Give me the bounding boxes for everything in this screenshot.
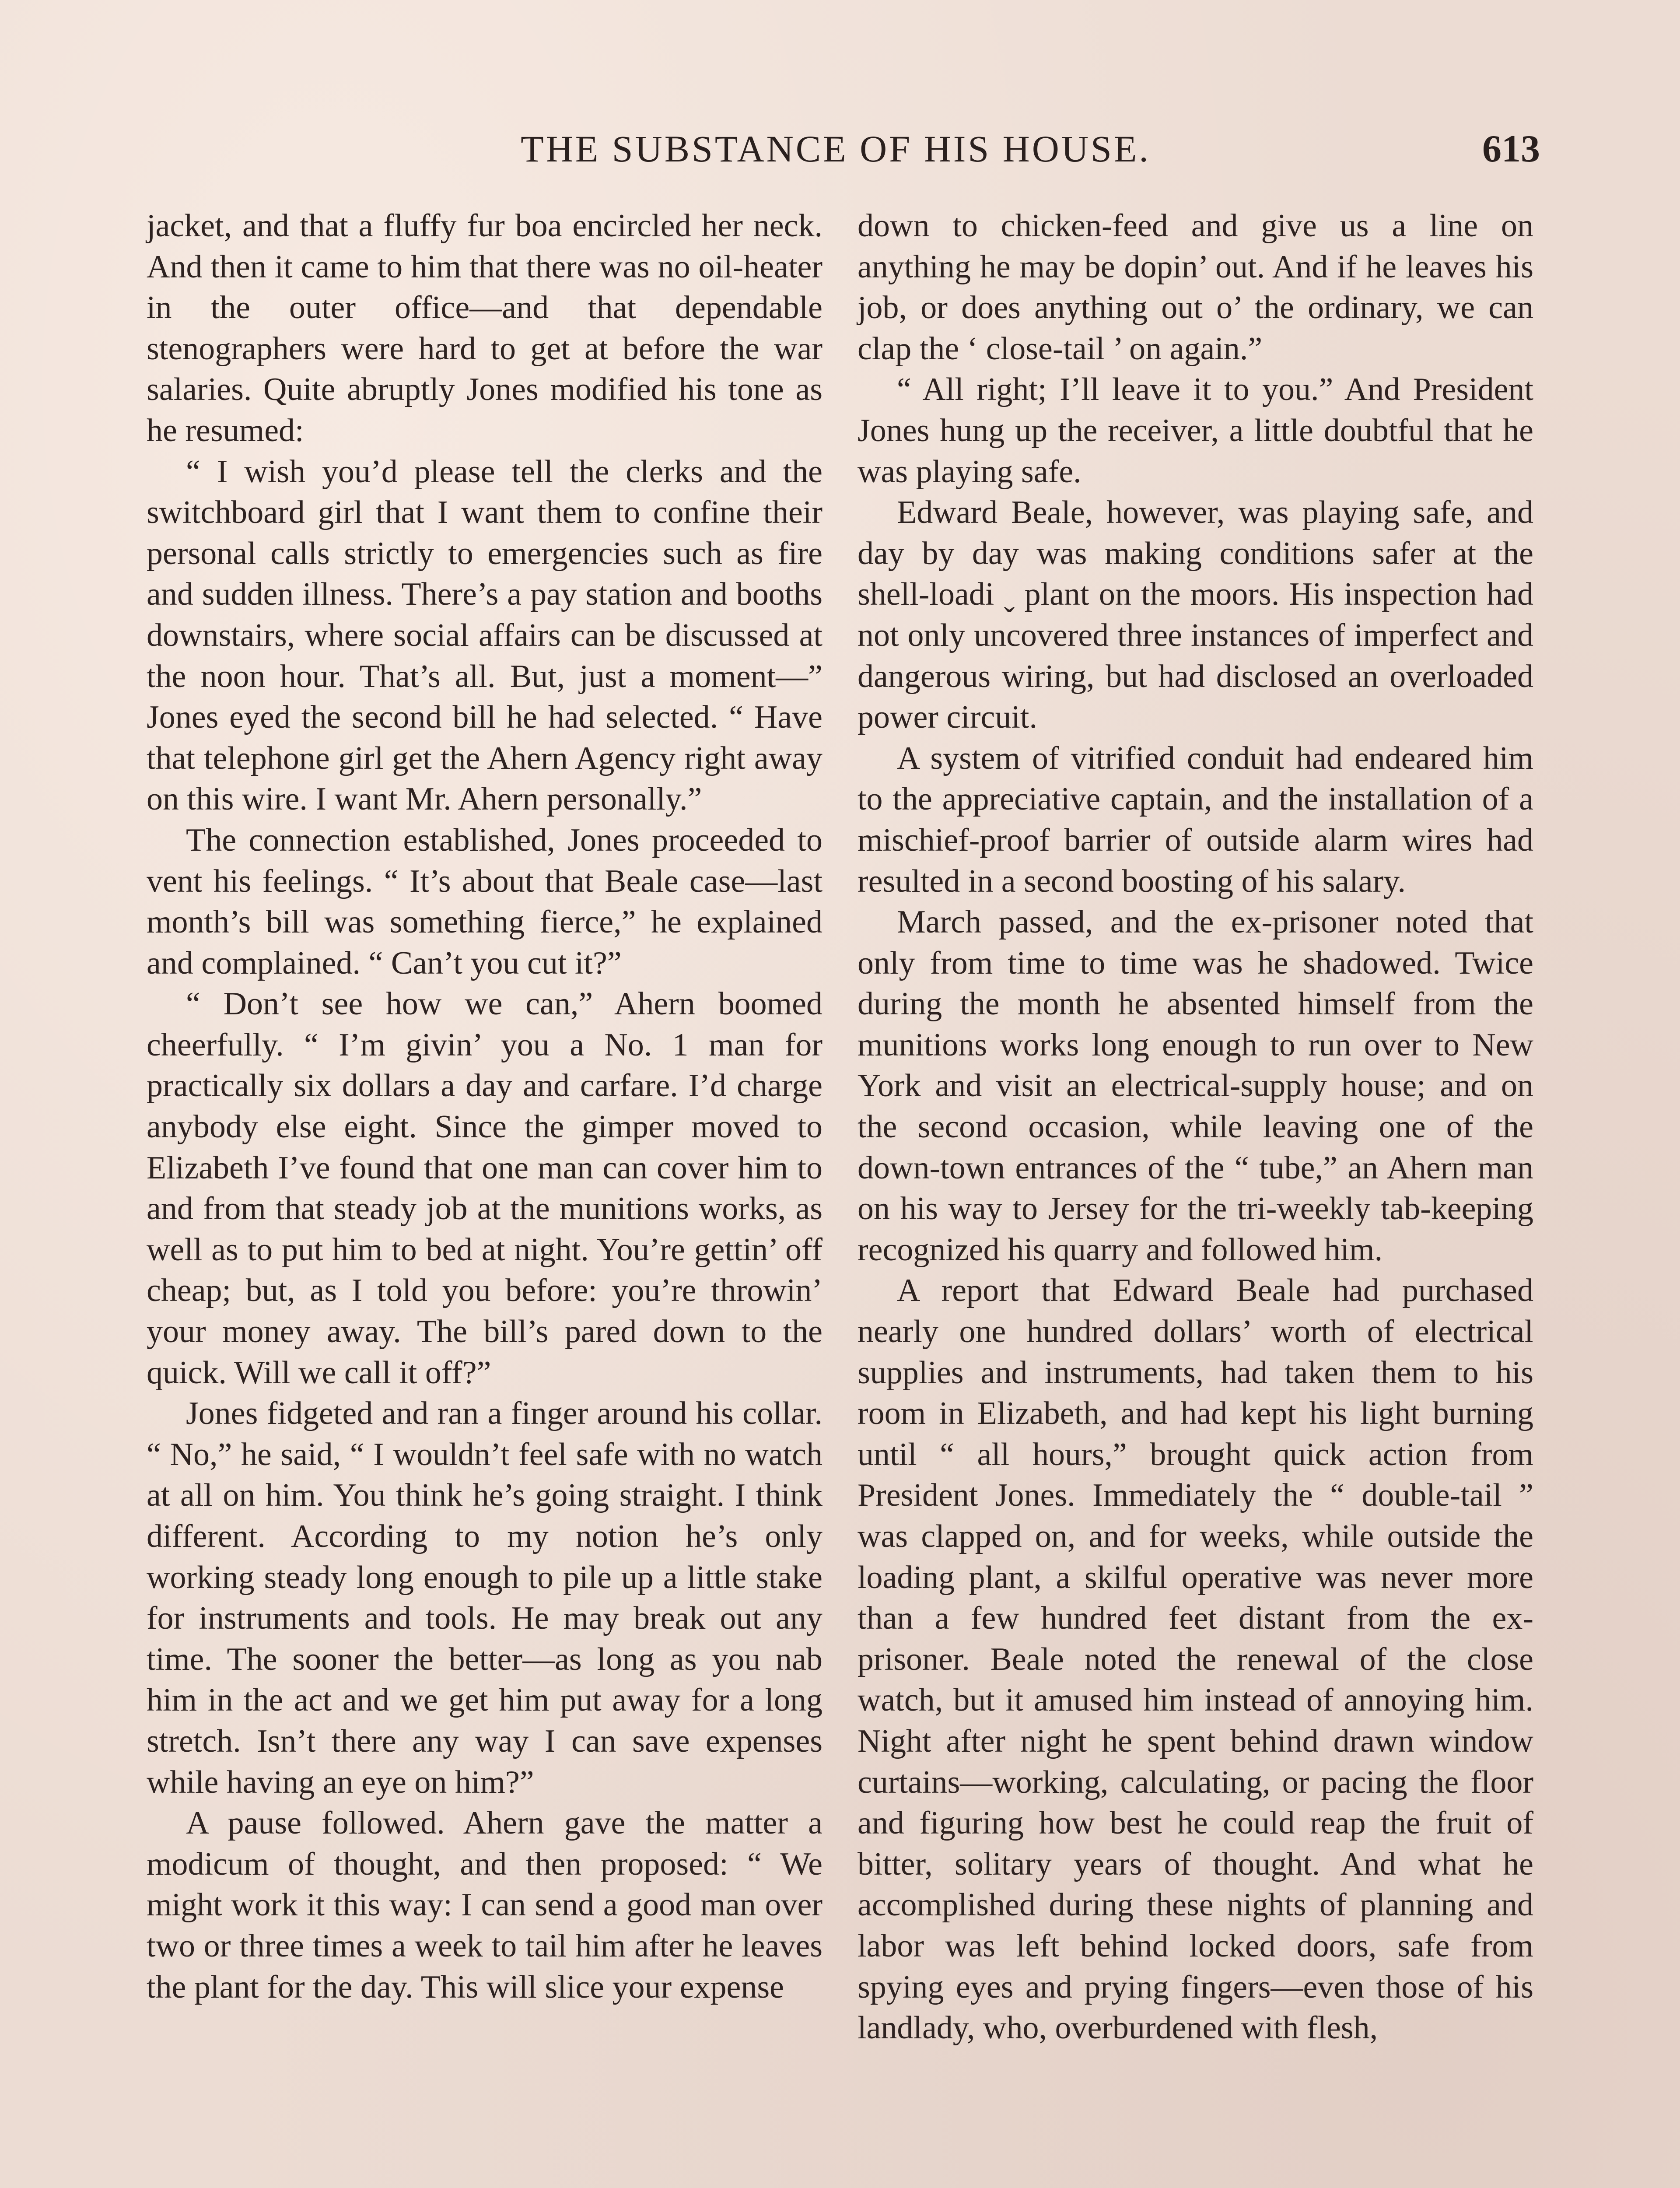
paragraph: jacket, and that a fluffy fur boa encircled her neck. And then it came to him that there was no oil-heater in the outer office—and that dependable stenographers were hard to get at before the war salaries. Quite abruptly Jones modified his tone as he resumed: bbox=[147, 208, 822, 449]
page-number: 613 bbox=[1482, 128, 1540, 170]
paragraph: “ All right; I’ll leave it to you.” And President Jones hung up the receiver, a little doubtful that he was playing safe. bbox=[858, 372, 1533, 490]
paragraph: Edward Beale, however, was playing safe, and day by day was making conditions safer at the shell-loadi ˬ plant on the moors. His inspection had not only uncovered three instances of imperfect and dangerous wiring, but had disclosed an overloaded power circuit. bbox=[858, 494, 1533, 736]
paragraph: Jones fidgeted and ran a finger around his collar. “ No,” he said, “ I wouldn’t feel safe with no watch at all on him. You think he’s going straight. I think different. According to my notion he’s only working steady long enough to pile up a little stake for instruments and tools. He may break out any time. The sooner the better—as long as you nab him in the act and we get him put away for a long stretch. Isn’t there any way I can save expenses while having an eye on him?” bbox=[147, 1396, 822, 1800]
paragraph: down to chicken-feed and give us a line on anything he may be dopin’ out. And if he leaves his job, or does anything out o’ the ordinary, we can clap the ‘ close-tail ’ on again.” bbox=[858, 208, 1533, 367]
paragraph: “ Don’t see how we can,” Ahern boomed cheerfully. “ I’m givin’ you a No. 1 man for practically six dollars a day and carfare. I’d charge anybody else eight. Since the gimper moved to Elizabeth I’ve found that one man can cover him to and from that steady job at the munitions works, as well as to put him to bed at night. You’re gettin’ off cheap; but, as I told you before: you’re throwin’ your money away. The bill’s pared down to the quick. Will we call it off?” bbox=[147, 986, 822, 1391]
paragraph: March passed, and the ex-prisoner noted that only from time to time was he shadowed. Twice during the month he absented himself from the munitions works long enough to run over to New York and visit an electrical-supply house; and on the second occasion, while leaving one of the down-town entrances of the “ tube,” an Ahern man on his way to Jersey for the tri-weekly tab-keeping recognized his quarry and followed him. bbox=[858, 904, 1533, 1268]
paragraph: “ I wish you’d please tell the clerks and the switchboard girl that I want them to confine their personal calls strictly to emergencies such as fire and sudden illness. There’s a pay station and booths downstairs, where social affairs can be discussed at the noon hour. That’s all. But, just a moment—” Jones eyed the second bill he had selected. “ Have that telephone girl get the Ahern Agency right away on this wire. I want Mr. Ahern personally.” bbox=[147, 453, 822, 817]
paragraph: A report that Edward Beale had purchased nearly one hundred dollars’ worth of electrical supplies and instruments, had taken them to his room in Elizabeth, and had kept his light burning until “ all hours,” brought quick action from President Jones. Immediately the “ double-tail ” was clapped on, and for weeks, while outside the loading plant, a skilful operative was never more than a few hundred feet distant from the ex-prisoner. Beale noted the renewal of the close watch, but it amused him instead of annoying him. Night after night he spent behind drawn window curtains—working, calculating, or pacing the floor and figuring how best he could reap the fruit of bitter, solitary years of thought. And what he accomplished during these nights of planning and labor was left behind locked doors, safe from spying eyes and prying fingers—even those of his landlady, who, overburdened with flesh, bbox=[858, 1273, 1533, 2046]
running-title: THE SUBSTANCE OF HIS HOUSE. bbox=[521, 128, 1151, 170]
paragraph: The connection established, Jones proceeded to vent his feelings. “ It’s about that Beale case—last month’s bill was something fierce,” he explained and complained. “ Can’t you cut it?” bbox=[147, 822, 822, 981]
right-column bbox=[858, 206, 1533, 2049]
paragraph: A system of vitrified conduit had endeared him to the appreciative captain, and the installation of a mischief-proof barrier of outside alarm wires had resulted in a second boosting of his salary. bbox=[858, 740, 1533, 899]
paragraph: A pause followed. Ahern gave the matter a modicum of thought, and then proposed: “ We might work it this way: I can send a good man over two or three times a week to tail him after he leaves the plant for the day. This will slice your expense bbox=[147, 1805, 822, 2005]
left-column bbox=[147, 206, 822, 2008]
